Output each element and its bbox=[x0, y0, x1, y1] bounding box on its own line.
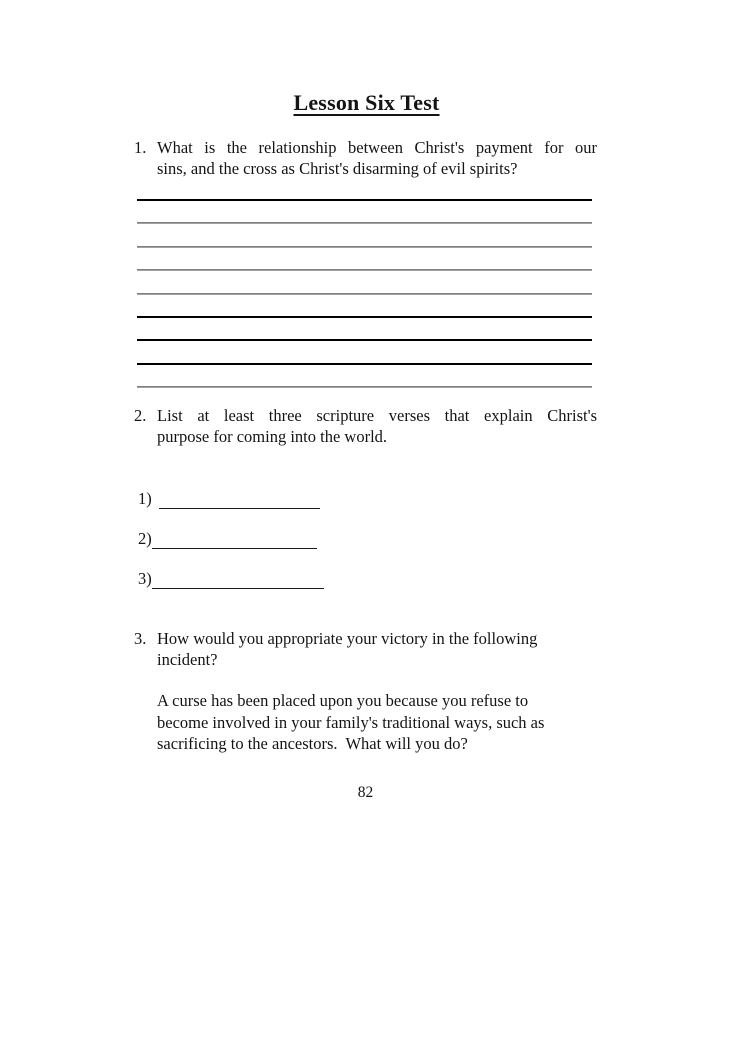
answer-blank-3[interactable] bbox=[152, 568, 324, 589]
answer-line[interactable] bbox=[137, 222, 592, 224]
question-2-number: 2. bbox=[134, 406, 147, 425]
numbered-blank-1 bbox=[138, 488, 320, 509]
question-1-text bbox=[157, 137, 597, 179]
question-3-text bbox=[157, 628, 597, 670]
numbered-blank-2 bbox=[138, 528, 317, 549]
question-2 bbox=[134, 405, 597, 447]
question-1-line-1: What is the relationship between Christ's payment for our bbox=[157, 138, 597, 157]
question-3 bbox=[134, 628, 597, 670]
scenario-line-3: sacrificing to the ancestors. What will you do? bbox=[157, 734, 468, 753]
question-3-scenario bbox=[157, 690, 602, 755]
answer-line[interactable] bbox=[137, 199, 592, 201]
question-1 bbox=[134, 137, 597, 179]
blank-1-label: 1) bbox=[138, 489, 152, 508]
answer-lines bbox=[137, 199, 592, 410]
answer-line[interactable] bbox=[137, 339, 592, 341]
blank-2-label: 2) bbox=[138, 529, 152, 548]
answer-line[interactable] bbox=[137, 269, 592, 271]
question-3-line-1: How would you appropriate your victory in the following bbox=[157, 629, 538, 648]
scenario-line-1: A curse has been placed upon you because you refuse to bbox=[157, 691, 529, 710]
question-3-line-2: incident? bbox=[157, 650, 218, 669]
question-2-text bbox=[157, 405, 597, 447]
title-row bbox=[0, 90, 733, 116]
question-1-number: 1. bbox=[134, 138, 147, 157]
question-3-number: 3. bbox=[134, 629, 147, 648]
answer-blank-2[interactable] bbox=[152, 528, 317, 549]
answer-blank-1[interactable] bbox=[159, 488, 320, 509]
answer-line[interactable] bbox=[137, 363, 592, 365]
scenario-line-2: become involved in your family's traditional ways, such as bbox=[157, 712, 545, 732]
question-1-line-2: sins, and the cross as Christ's disarming of evil spirits? bbox=[157, 159, 518, 178]
blank-3-label: 3) bbox=[138, 569, 152, 588]
page-title: Lesson Six Test bbox=[293, 90, 440, 115]
answer-line[interactable] bbox=[137, 316, 592, 318]
answer-line[interactable] bbox=[137, 246, 592, 248]
question-2-line-1: List at least three scripture verses that explain Christ's bbox=[157, 406, 597, 425]
answer-line[interactable] bbox=[137, 386, 592, 388]
page-number: 82 bbox=[357, 784, 374, 801]
answer-line[interactable] bbox=[137, 293, 592, 295]
question-2-line-2: purpose for coming into the world. bbox=[157, 427, 388, 446]
numbered-blank-3 bbox=[138, 568, 324, 589]
